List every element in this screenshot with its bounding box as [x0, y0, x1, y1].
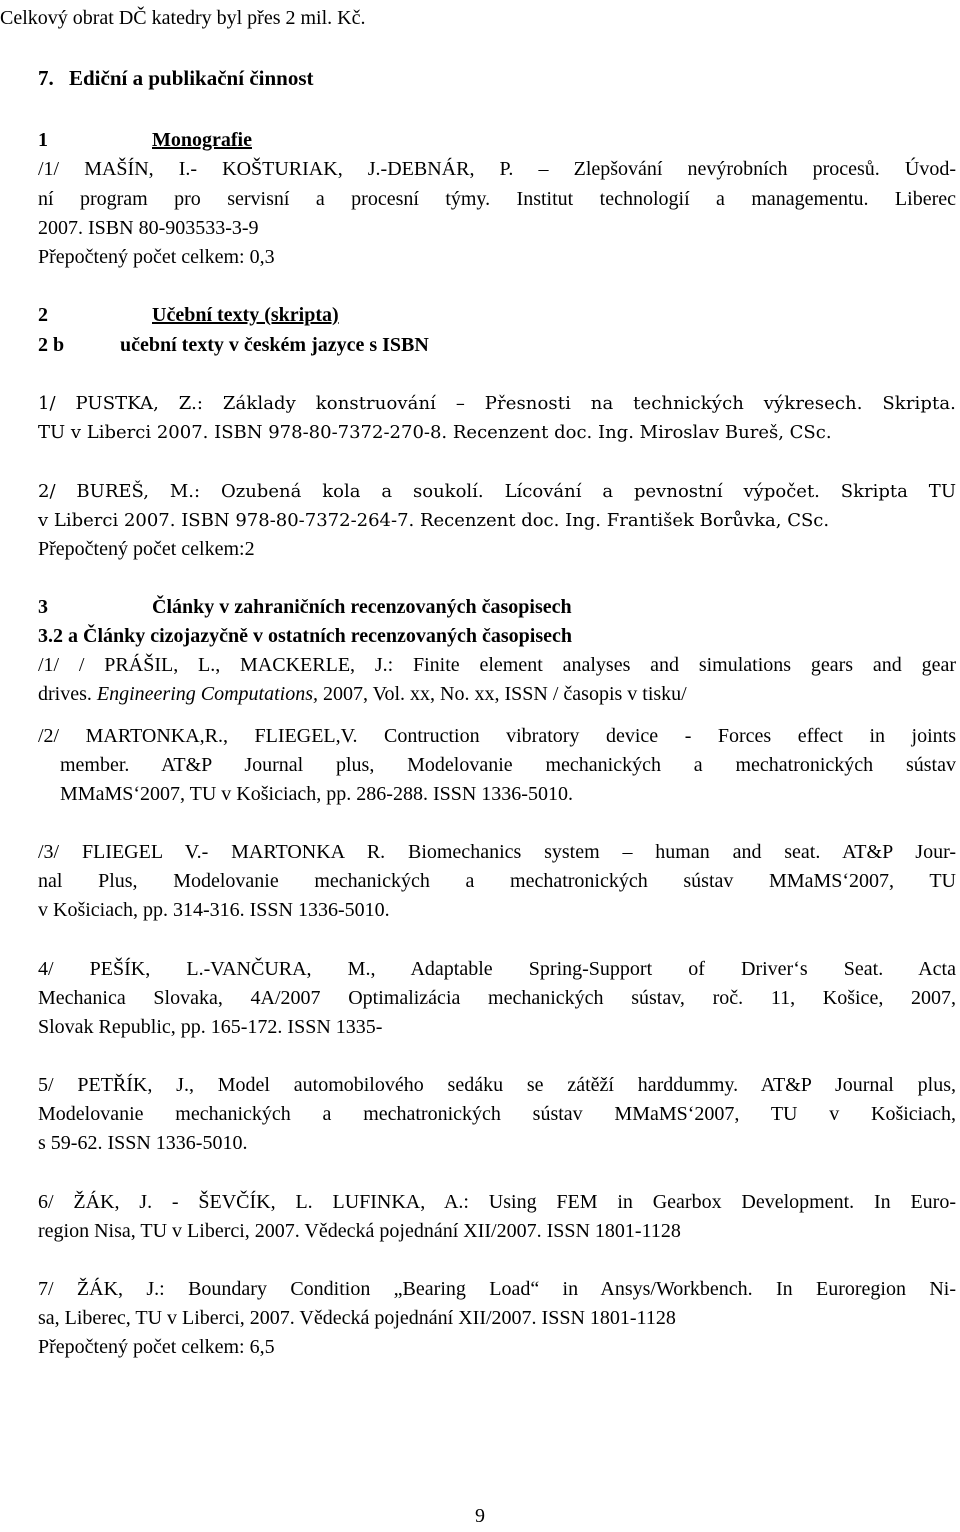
- monografie-entry-line-1: /1/ MAŠÍN, I.- KOŠTURIAK, J.-DEBNÁR, P. – Zlepšování nevýrobních procesů. Úvod-: [38, 158, 956, 180]
- section-3-number: 3: [38, 596, 48, 618]
- section-1-number: 1: [38, 129, 48, 151]
- section-2-number: 2: [38, 304, 48, 326]
- article-1-journal: Engineering Computations,: [96, 683, 318, 705]
- article-3-line-3: v Košiciach, pp. 314-316. ISSN 1336-5010.: [38, 899, 390, 921]
- monografie-entry-line-3: 2007. ISBN 80-903533-3-9: [38, 217, 259, 239]
- section-2b-number: 2 b: [38, 334, 65, 356]
- article-2-line-2: member. AT&P Journal plus, Modelovanie mechanických a mechatronických sústav: [60, 754, 956, 776]
- article-5-line-2: Modelovanie mechanických a mechatronických sústav MMaMS‘2007, TU v Košiciach,: [38, 1103, 956, 1125]
- article-2-line-3: MMaMS‘2007, TU v Košiciach, pp. 286-288. ISSN 1336-5010.: [60, 783, 573, 805]
- intro-text: Celkový obrat DČ katedry byl přes 2 mil. Kč.: [0, 7, 366, 29]
- section-1-title: Monografie: [152, 129, 252, 151]
- article-5-line-3: s 59-62. ISSN 1336-5010.: [38, 1132, 248, 1154]
- section-7-number: 7.: [38, 66, 54, 90]
- article-4-line-1: 4/ PEŠÍK, L.-VANČURA, M., Adaptable Spring-Support of Driver‘s Seat. Acta: [38, 958, 956, 980]
- monografie-entry-line-2: ní program pro servisní a procesní týmy. Institut technologií a managementu. Liberec: [38, 188, 956, 210]
- article-4-line-3: Slovak Republic, pp. 165-172. ISSN 1335-: [38, 1016, 383, 1038]
- article-2-line-1: /2/ MARTONKA,R., FLIEGEL,V. Contruction vibratory device - Forces effect in joints: [38, 725, 956, 747]
- skripta-entry-1-line-2: TU v Liberci 2007. ISBN 978-80-7372-270-8. Recenzent doc. Ing. Miroslav Bureš, CSc.: [38, 422, 832, 443]
- section-1-count: Přepočtený počet celkem: 0,3: [38, 246, 275, 268]
- section-2b-heading: [38, 331, 956, 361]
- page-number: 9: [475, 1505, 485, 1527]
- section-2-heading: [38, 301, 956, 331]
- article-7-line-1: 7/ ŽÁK, J.: Boundary Condition „Bearing Load“ in Ansys/Workbench. In Euroregion Ni-: [38, 1278, 956, 1300]
- article-6-line-1: 6/ ŽÁK, J. - ŠEVČÍK, L. LUFINKA, A.: Using FEM in Gearbox Development. In Euro-: [38, 1191, 956, 1213]
- section-7-heading: [38, 64, 956, 94]
- article-1-part-a: drives.: [38, 683, 97, 705]
- section-3-2a-heading: 3.2 a Články cizojazyčně v ostatních recenzovaných časopisech: [38, 625, 573, 647]
- section-1-heading: [38, 126, 956, 156]
- article-7-line-2: sa, Liberec, TU v Liberci, 2007. Vědecká pojednání XII/2007. ISSN 1801-1128: [38, 1307, 676, 1329]
- article-1-line-2: [38, 680, 956, 710]
- article-6-line-2: region Nisa, TU v Liberci, 2007. Vědecká pojednání XII/2007. ISSN 1801-1128: [38, 1220, 681, 1242]
- section-2-title: Učební texty (skripta): [152, 304, 339, 326]
- section-2-count: Přepočtený počet celkem:2: [38, 538, 255, 560]
- article-3-line-1: /3/ FLIEGEL V.- MARTONKA R. Biomechanics system – human and seat. AT&P Jour-: [38, 841, 956, 863]
- article-5-line-1: 5/ PETŘÍK, J., Model automobilového sedáku se zátěží harddummy. AT&P Journal plus,: [38, 1074, 956, 1096]
- section-3-title: Články v zahraničních recenzovaných časopisech: [152, 596, 572, 618]
- article-1-line-1: /1/ / PRÁŠIL, L., MACKERLE, J.: Finite element analyses and simulations gears and gear: [38, 654, 956, 676]
- section-2b-title: učební texty v českém jazyce s ISBN: [120, 334, 429, 356]
- skripta-entry-2-line-2: v Liberci 2007. ISBN 978-80-7372-264-7. Recenzent doc. Ing. František Borůvka, CSc.: [38, 510, 830, 531]
- skripta-entry-2-line-1: 2/ BUREŠ, M.: Ozubená kola a soukolí. Lícování a pevnostní výpočet. Skripta TU: [38, 481, 956, 502]
- section-3-heading: [38, 593, 956, 623]
- article-3-line-2: nal Plus, Modelovanie mechanických a mechatronických sústav MMaMS‘2007, TU: [38, 870, 956, 892]
- article-4-line-2: Mechanica Slovaka, 4A/2007 Optimalizácia mechanických sústav, roč. 11, Košice, 2007,: [38, 987, 956, 1009]
- article-1-part-c: 2007, Vol. xx, No. xx, ISSN / časopis v tisku/: [318, 683, 687, 705]
- section-3-count: Přepočtený počet celkem: 6,5: [38, 1336, 275, 1358]
- skripta-entry-1-line-1: 1/ PUSTKA, Z.: Základy konstruování – Přesnosti na technických výkresech. Skripta.: [38, 393, 956, 414]
- section-7-title: Ediční a publikační činnost: [69, 66, 314, 90]
